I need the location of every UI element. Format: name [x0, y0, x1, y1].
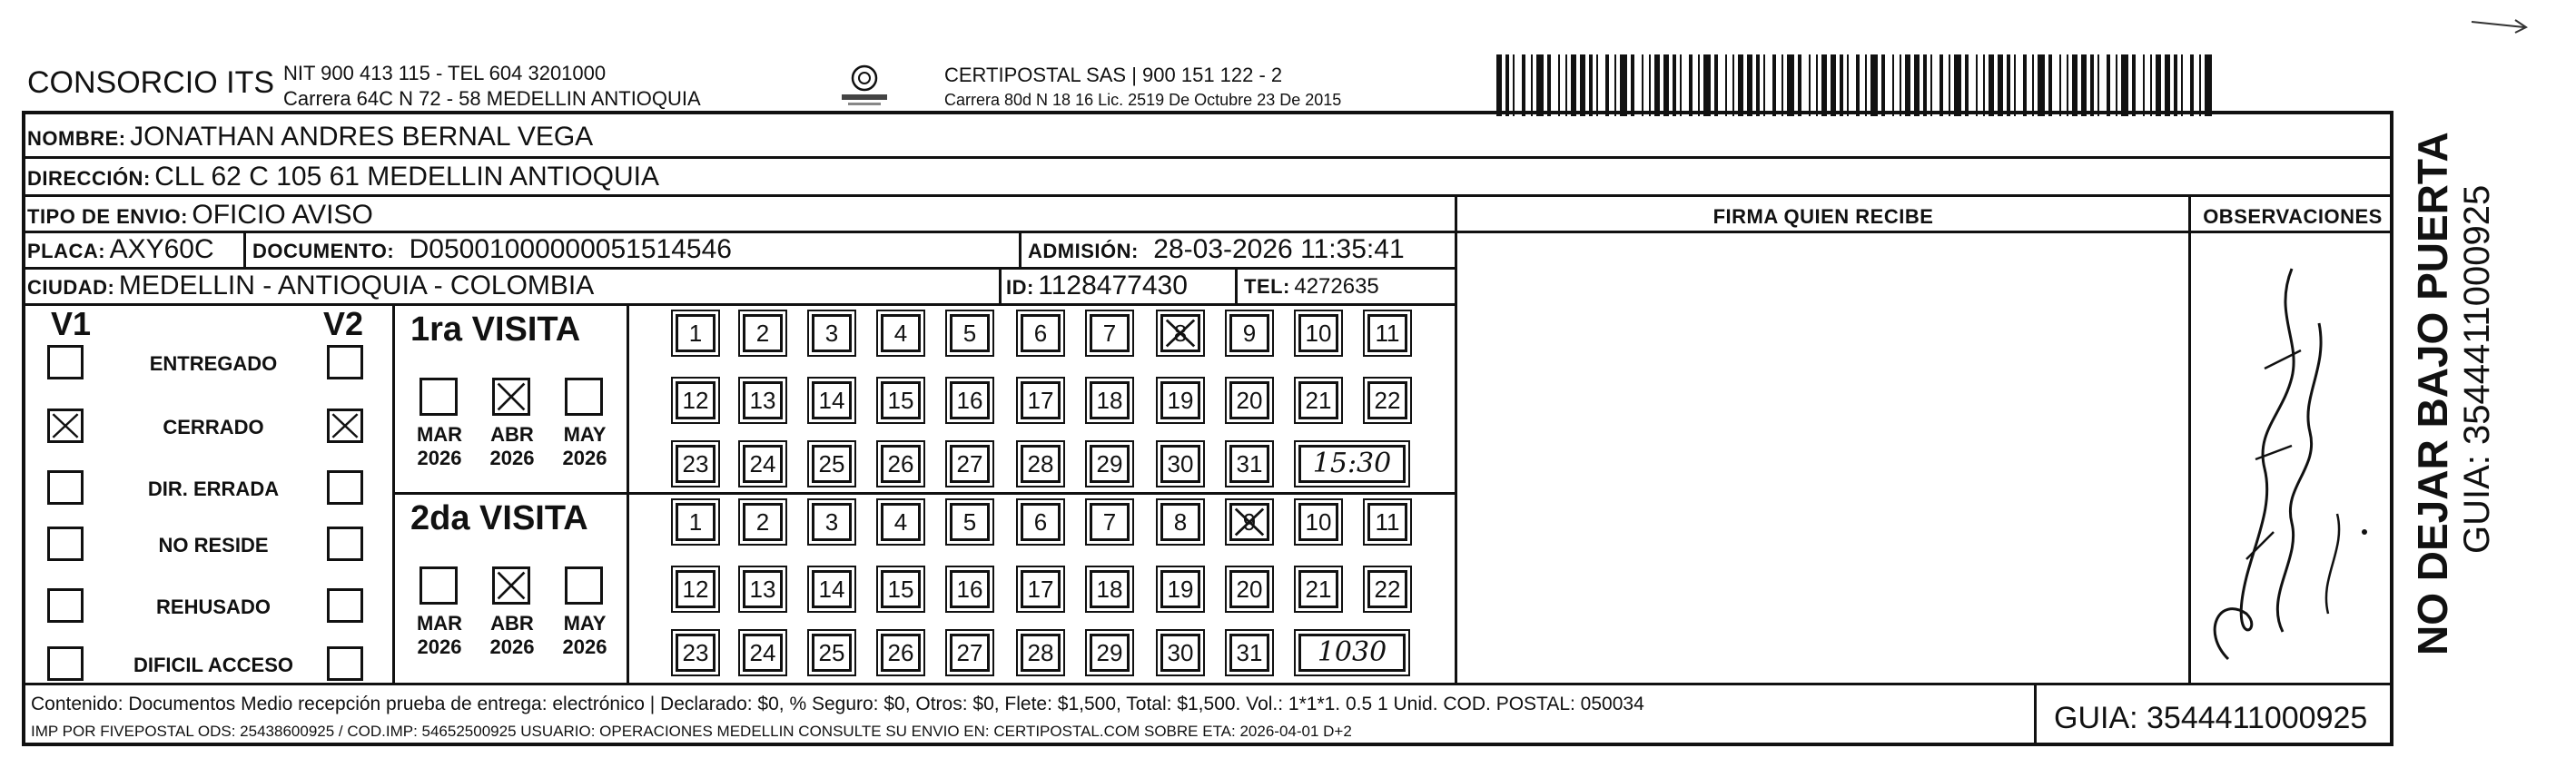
placa-label: PLACA:	[27, 240, 106, 262]
v2-checkbox[interactable]	[327, 646, 363, 681]
day-box[interactable]: 25	[812, 634, 852, 672]
tipo-value: OFICIO AVISO	[192, 200, 373, 230]
day-box[interactable]: 9	[1229, 314, 1269, 352]
v2-checkbox[interactable]	[327, 588, 363, 623]
day-box[interactable]: 11	[1367, 314, 1407, 352]
month-year: 2026	[489, 635, 535, 658]
check-x-icon	[330, 411, 360, 440]
check-x-icon	[495, 380, 528, 413]
month-block	[483, 423, 541, 470]
day-box[interactable]: 14	[812, 570, 852, 608]
day-box[interactable]: 13	[743, 381, 783, 419]
option-label: NO RESIDE	[158, 534, 269, 556]
v1-checkbox[interactable]	[47, 409, 84, 443]
month-label: ABR	[490, 423, 534, 446]
check-x-icon	[50, 411, 81, 440]
direccion-label: DIRECCIÓN:	[27, 167, 151, 190]
month-year: 2026	[417, 447, 462, 469]
v2-checkbox[interactable]	[327, 470, 363, 505]
day-box[interactable]: 22	[1367, 570, 1407, 608]
direccion-value: CLL 62 C 105 61 MEDELLIN ANTIOQUIA	[154, 162, 660, 192]
month-block	[556, 423, 614, 470]
ciudad-value: MEDELLIN - ANTIOQUIA - COLOMBIA	[118, 271, 595, 300]
day-box[interactable]: 16	[950, 570, 990, 608]
month-year: 2026	[562, 635, 607, 658]
month-label: MAY	[563, 423, 607, 446]
day-box[interactable]: 2	[743, 503, 783, 541]
v1-checkbox[interactable]	[47, 527, 84, 561]
day-box[interactable]: 28	[1021, 445, 1061, 483]
month-checkbox[interactable]	[565, 566, 603, 605]
month-checkbox[interactable]	[492, 566, 530, 605]
day-box[interactable]: 17	[1021, 570, 1061, 608]
day-box[interactable]: 1	[676, 314, 716, 352]
day-box[interactable]: 11	[1367, 503, 1407, 541]
day-box[interactable]: 20	[1229, 570, 1269, 608]
placa-value: AXY60C	[109, 234, 214, 264]
day-box[interactable]: 6	[1021, 503, 1061, 541]
barcode	[1496, 54, 2212, 116]
v2-checkbox[interactable]	[327, 527, 363, 561]
observaciones-header: OBSERVACIONES	[2203, 205, 2383, 228]
month-block	[483, 612, 541, 659]
day-box[interactable]: 21	[1298, 381, 1338, 419]
month-year: 2026	[562, 447, 607, 469]
month-label: MAR	[416, 612, 463, 635]
month-label: MAY	[563, 612, 607, 635]
day-box[interactable]: 19	[1160, 381, 1200, 419]
day-box[interactable]: 8	[1160, 314, 1200, 352]
check-x-icon	[495, 569, 528, 602]
visit-title: 1ra VISITA	[410, 310, 581, 349]
day-box[interactable]: 26	[881, 634, 921, 672]
day-box[interactable]: 25	[812, 445, 852, 483]
day-box[interactable]: 7	[1090, 503, 1130, 541]
option-label: ENTREGADO	[149, 352, 278, 375]
firma-header: FIRMA QUIEN RECIBE	[1712, 205, 1934, 228]
check-x-icon	[1163, 317, 1198, 350]
footer-contenido: Contenido: Documentos Medio recepción prueba de entrega: electrónico | Declarado: $0, % Seguro: $0, Otros: $0, Flete: $1,500, Total: $1,500. Vol.: 1*1*1. 0.5 1 Unid. COD. POSTAL: 050034	[31, 694, 1644, 714]
day-box[interactable]: 27	[950, 634, 990, 672]
day-box[interactable]: 14	[812, 381, 852, 419]
month-checkbox[interactable]	[419, 378, 458, 416]
corner-mark	[2470, 16, 2542, 44]
day-box[interactable]: 29	[1090, 445, 1130, 483]
month-block	[410, 612, 469, 659]
nombre-label: NOMBRE:	[27, 127, 126, 150]
option-label: DIR. ERRADA	[147, 478, 280, 500]
day-box[interactable]: 23	[676, 445, 716, 483]
visit-time[interactable]: 15:30	[1298, 445, 1406, 483]
footer-imp: IMP POR FIVEPOSTAL ODS: 25438600925 / COD.IMP: 54652500925 USUARIO: OPERACIONES MEDELLIN CONSULTE SU ENVIO EN: CERTIPOSTAL.COM SOBRE ETA: 2026-04-01 D+2	[31, 723, 1352, 740]
day-box[interactable]: 30	[1160, 445, 1200, 483]
day-box[interactable]: 29	[1090, 634, 1130, 672]
day-box[interactable]: 4	[881, 314, 921, 352]
visit-time[interactable]: 1030	[1298, 634, 1406, 672]
v1-checkbox[interactable]	[47, 646, 84, 681]
v2-header: V2	[323, 305, 364, 342]
day-box[interactable]: 20	[1229, 381, 1269, 419]
day-box[interactable]: 15	[881, 570, 921, 608]
day-box[interactable]: 23	[676, 634, 716, 672]
v2-checkbox[interactable]	[327, 345, 363, 379]
courier-logo	[837, 64, 892, 109]
day-box[interactable]: 17	[1021, 381, 1061, 419]
day-box[interactable]: 26	[881, 445, 921, 483]
ciudad-label: CIUDAD:	[27, 276, 115, 299]
admision-value: 28-03-2026 11:35:41	[1153, 234, 1405, 264]
day-box[interactable]: 10	[1298, 314, 1338, 352]
tel-label: TEL:	[1244, 275, 1290, 298]
documento-label: DOCUMENTO:	[252, 240, 395, 262]
day-box[interactable]: 21	[1298, 570, 1338, 608]
month-block	[556, 612, 614, 659]
month-checkbox[interactable]	[419, 566, 458, 605]
visit-title: 2da VISITA	[410, 499, 588, 537]
day-box[interactable]: 31	[1229, 445, 1269, 483]
day-box[interactable]: 27	[950, 445, 990, 483]
nombre-value: JONATHAN ANDRES BERNAL VEGA	[130, 122, 594, 152]
day-box[interactable]: 19	[1160, 570, 1200, 608]
month-block	[410, 423, 469, 470]
id-value: 1128477430	[1038, 271, 1188, 300]
day-box[interactable]: 1	[676, 503, 716, 541]
day-box[interactable]: 24	[743, 445, 783, 483]
option-label: DIFICIL ACCESO	[133, 654, 293, 676]
day-box[interactable]: 24	[743, 634, 783, 672]
day-box[interactable]: 10	[1298, 503, 1338, 541]
day-box[interactable]: 2	[743, 314, 783, 352]
month-checkbox[interactable]	[492, 378, 530, 416]
day-box[interactable]: 12	[676, 381, 716, 419]
day-box[interactable]: 12	[676, 570, 716, 608]
day-box[interactable]: 5	[950, 503, 990, 541]
v1-checkbox[interactable]	[47, 470, 84, 505]
sender-nit: NIT 900 413 115 - TEL 604 3201000	[283, 62, 607, 84]
day-box[interactable]: 15	[881, 381, 921, 419]
footer-guia: GUIA: 3544411000925	[2054, 701, 2368, 735]
day-box[interactable]: 28	[1021, 634, 1061, 672]
documento-value: D05001000000051514546	[409, 234, 732, 264]
tel-value: 4272635	[1294, 274, 1379, 299]
month-checkbox[interactable]	[565, 378, 603, 416]
day-box[interactable]: 18	[1090, 381, 1130, 419]
month-year: 2026	[417, 635, 462, 658]
day-box[interactable]: 3	[812, 314, 852, 352]
day-box[interactable]: 7	[1090, 314, 1130, 352]
month-label: MAR	[416, 423, 463, 446]
handwritten-observation	[2192, 232, 2392, 681]
side-guia: GUIA: 3544411000925	[2457, 184, 2497, 554]
day-box[interactable]: 18	[1090, 570, 1130, 608]
day-box[interactable]: 8	[1160, 503, 1200, 541]
courier-name: CERTIPOSTAL SAS | 900 151 122 - 2	[944, 64, 1283, 86]
day-box[interactable]: 30	[1160, 634, 1200, 672]
day-box[interactable]: 16	[950, 381, 990, 419]
day-box[interactable]: 3	[812, 503, 852, 541]
day-box[interactable]: 6	[1021, 314, 1061, 352]
day-box[interactable]: 9	[1229, 503, 1269, 541]
no-dejar-bajo-puerta: NO DEJAR BAJO PUERTA	[2409, 132, 2456, 655]
v1-checkbox[interactable]	[47, 588, 84, 623]
day-box[interactable]: 22	[1367, 381, 1407, 419]
v2-checkbox[interactable]	[327, 409, 363, 443]
option-label: REHUSADO	[156, 596, 271, 618]
courier-license: Carrera 80d N 18 16 Lic. 2519 De Octubre 23 De 2015	[944, 91, 1342, 109]
tipo-label: TIPO DE ENVIO:	[27, 205, 188, 228]
sender-name: CONSORCIO ITS	[27, 65, 275, 100]
v1-header: V1	[51, 305, 92, 342]
month-year: 2026	[489, 447, 535, 469]
day-box[interactable]: 4	[881, 503, 921, 541]
admision-label: ADMISIÓN:	[1028, 240, 1139, 262]
day-box[interactable]: 31	[1229, 634, 1269, 672]
option-label: CERRADO	[163, 416, 264, 438]
v1-checkbox[interactable]	[47, 345, 84, 379]
day-box[interactable]: 5	[950, 314, 990, 352]
month-label: ABR	[490, 612, 534, 635]
day-box[interactable]: 13	[743, 570, 783, 608]
check-x-icon	[1232, 506, 1267, 538]
sender-address: Carrera 64C N 72 - 58 MEDELLIN ANTIOQUIA	[283, 87, 701, 110]
id-label: ID:	[1006, 276, 1034, 299]
